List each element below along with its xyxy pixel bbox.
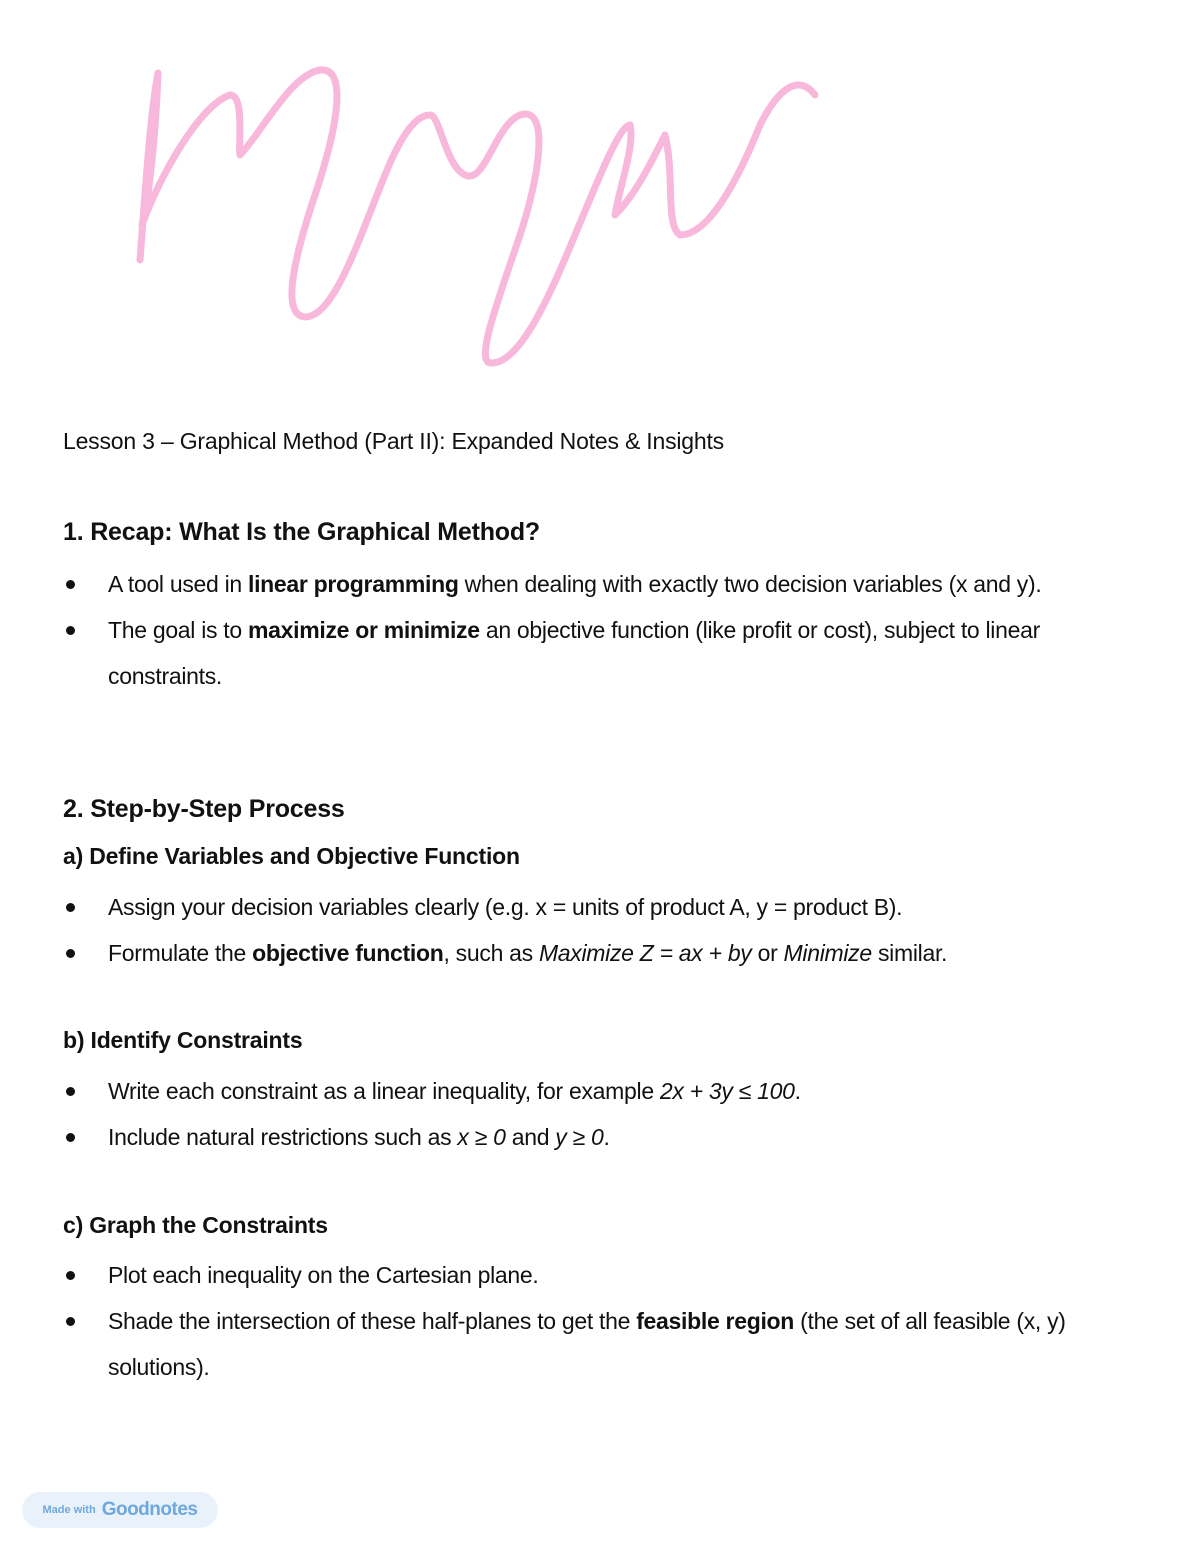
handwritten-scribble	[120, 55, 840, 385]
subsection-b-list	[63, 1068, 1133, 1160]
bullet-dot	[66, 626, 75, 635]
subsection-a-heading: a) Define Variables and Objective Function	[63, 843, 520, 869]
section-1-heading: 1. Recap: What Is the Graphical Method?	[63, 518, 540, 546]
bullet-dot	[66, 1317, 75, 1326]
list-item: Include natural restrictions such as x ≥ 0 and y ≥ 0.	[63, 1114, 1133, 1160]
bullet-dot	[66, 1087, 75, 1096]
bullet-dot	[66, 949, 75, 958]
section-2-heading: 2. Step-by-Step Process	[63, 795, 345, 823]
list-item: Assign your decision variables clearly (e.g. x = units of product A, y = product B).	[63, 884, 1133, 930]
goodnotes-logo: Goodnotes	[101, 1499, 198, 1520]
section-1-list	[63, 561, 1133, 699]
subsection-c-heading: c) Graph the Constraints	[63, 1212, 328, 1238]
list-item: The goal is to maximize or minimize an objective function (like profit or cost), subject to linear constraints.	[63, 607, 1133, 699]
list-item: Shade the intersection of these half-planes to get the feasible region (the set of all feasible (x, y) solutions).	[63, 1298, 1133, 1390]
list-item: Plot each inequality on the Cartesian plane.	[63, 1252, 1133, 1298]
subsection-a-list	[63, 884, 1133, 976]
bullet-dot	[66, 1133, 75, 1142]
list-item: Write each constraint as a linear inequality, for example 2x + 3y ≤ 100.	[63, 1068, 1133, 1114]
subsection-b-heading: b) Identify Constraints	[63, 1027, 303, 1053]
document-title: Lesson 3 – Graphical Method (Part II): Expanded Notes & Insights	[63, 428, 724, 454]
subsection-c-list	[63, 1252, 1133, 1390]
bullet-dot	[66, 1271, 75, 1280]
list-item: Formulate the objective function, such as Maximize Z = ax + by or Minimize similar.	[63, 930, 1133, 976]
made-with-goodnotes-badge[interactable]	[22, 1492, 218, 1528]
bullet-dot	[66, 903, 75, 912]
list-item: A tool used in linear programming when dealing with exactly two decision variables (x and y).	[63, 561, 1133, 607]
bullet-dot	[66, 580, 75, 589]
badge-prefix: Made with	[42, 1504, 96, 1516]
